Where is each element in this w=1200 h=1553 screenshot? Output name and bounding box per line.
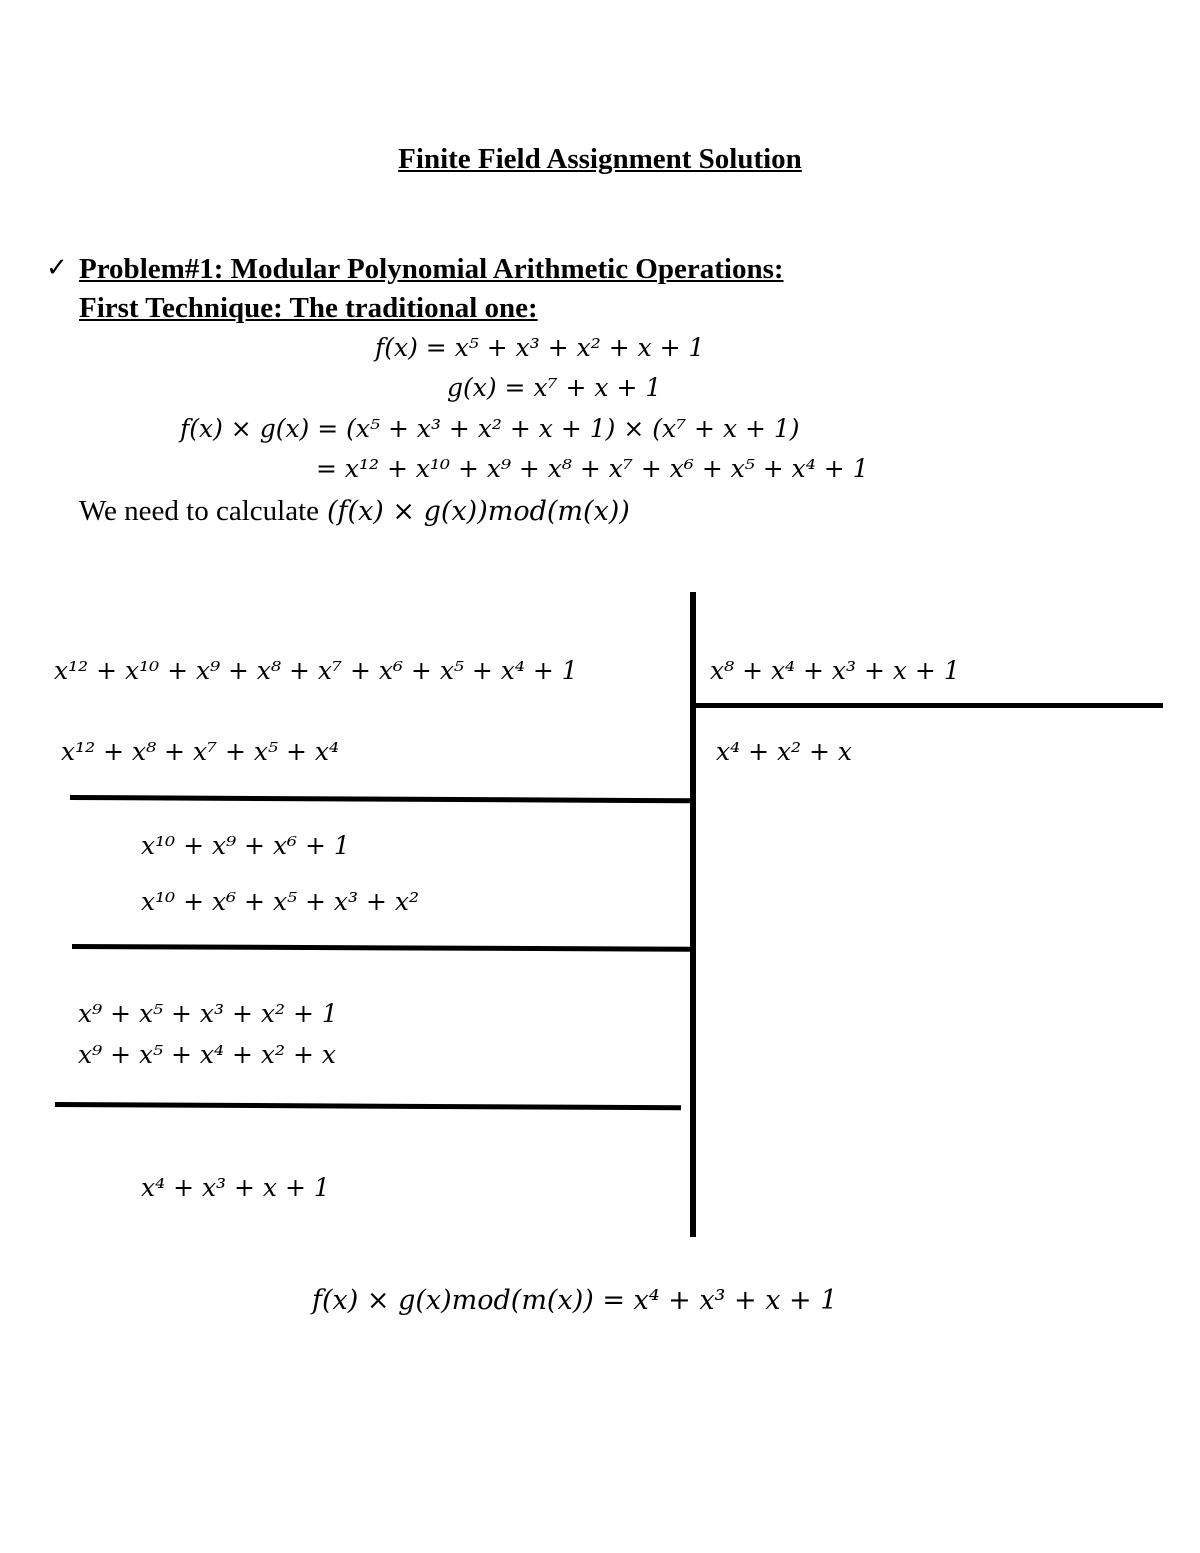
problem-heading: Problem#1: Modular Polynomial Arithmetic Operations: [79, 253, 784, 285]
document-title: Finite Field Assignment Solution [398, 143, 802, 175]
step2-subtract: x¹⁰ + x⁶ + x⁵ + x³ + x² [141, 887, 419, 916]
equation-f: f(x) = x⁵ + x³ + x² + x + 1 [375, 333, 705, 362]
division-divisor: x⁸ + x⁴ + x³ + x + 1 [710, 656, 960, 685]
step1-subtract: x¹² + x⁸ + x⁷ + x⁵ + x⁴ [61, 737, 339, 766]
equation-product-result: = x¹² + x¹⁰ + x⁹ + x⁸ + x⁷ + x⁶ + x⁵ + x⁴ + 1 [316, 454, 869, 483]
final-result: f(x) × g(x)mod(m(x)) = x⁴ + x³ + x + 1 [312, 1285, 838, 1316]
divisor-underline [693, 703, 1163, 708]
division-dividend: x¹² + x¹⁰ + x⁹ + x⁸ + x⁷ + x⁶ + x⁵ + x⁴ + 1 [54, 656, 578, 685]
step2-result: x⁹ + x⁵ + x³ + x² + 1 [78, 999, 338, 1028]
equation-product: f(x) × g(x) = (x⁵ + x³ + x² + x + 1) × (x⁷ + x + 1) [180, 414, 800, 443]
division-vertical-line [690, 592, 696, 1237]
division-remainder: x⁴ + x³ + x + 1 [141, 1173, 330, 1202]
step3-divider [55, 1102, 681, 1110]
calc-intro-math: (f(x) × g(x))mod(m(x)) [327, 496, 630, 527]
calc-intro [79, 495, 630, 528]
step1-result: x¹⁰ + x⁹ + x⁶ + 1 [141, 831, 350, 860]
step3-subtract: x⁹ + x⁵ + x⁴ + x² + x [78, 1040, 336, 1069]
equation-g: g(x) = x⁷ + x + 1 [447, 373, 662, 402]
checkmark-icon: ✓ [46, 253, 68, 283]
calc-intro-text: We need to calculate [79, 495, 320, 527]
division-quotient: x⁴ + x² + x [716, 737, 853, 766]
technique-heading: First Technique: The traditional one: [79, 292, 538, 324]
step1-divider [70, 795, 692, 803]
step2-divider [72, 944, 692, 952]
